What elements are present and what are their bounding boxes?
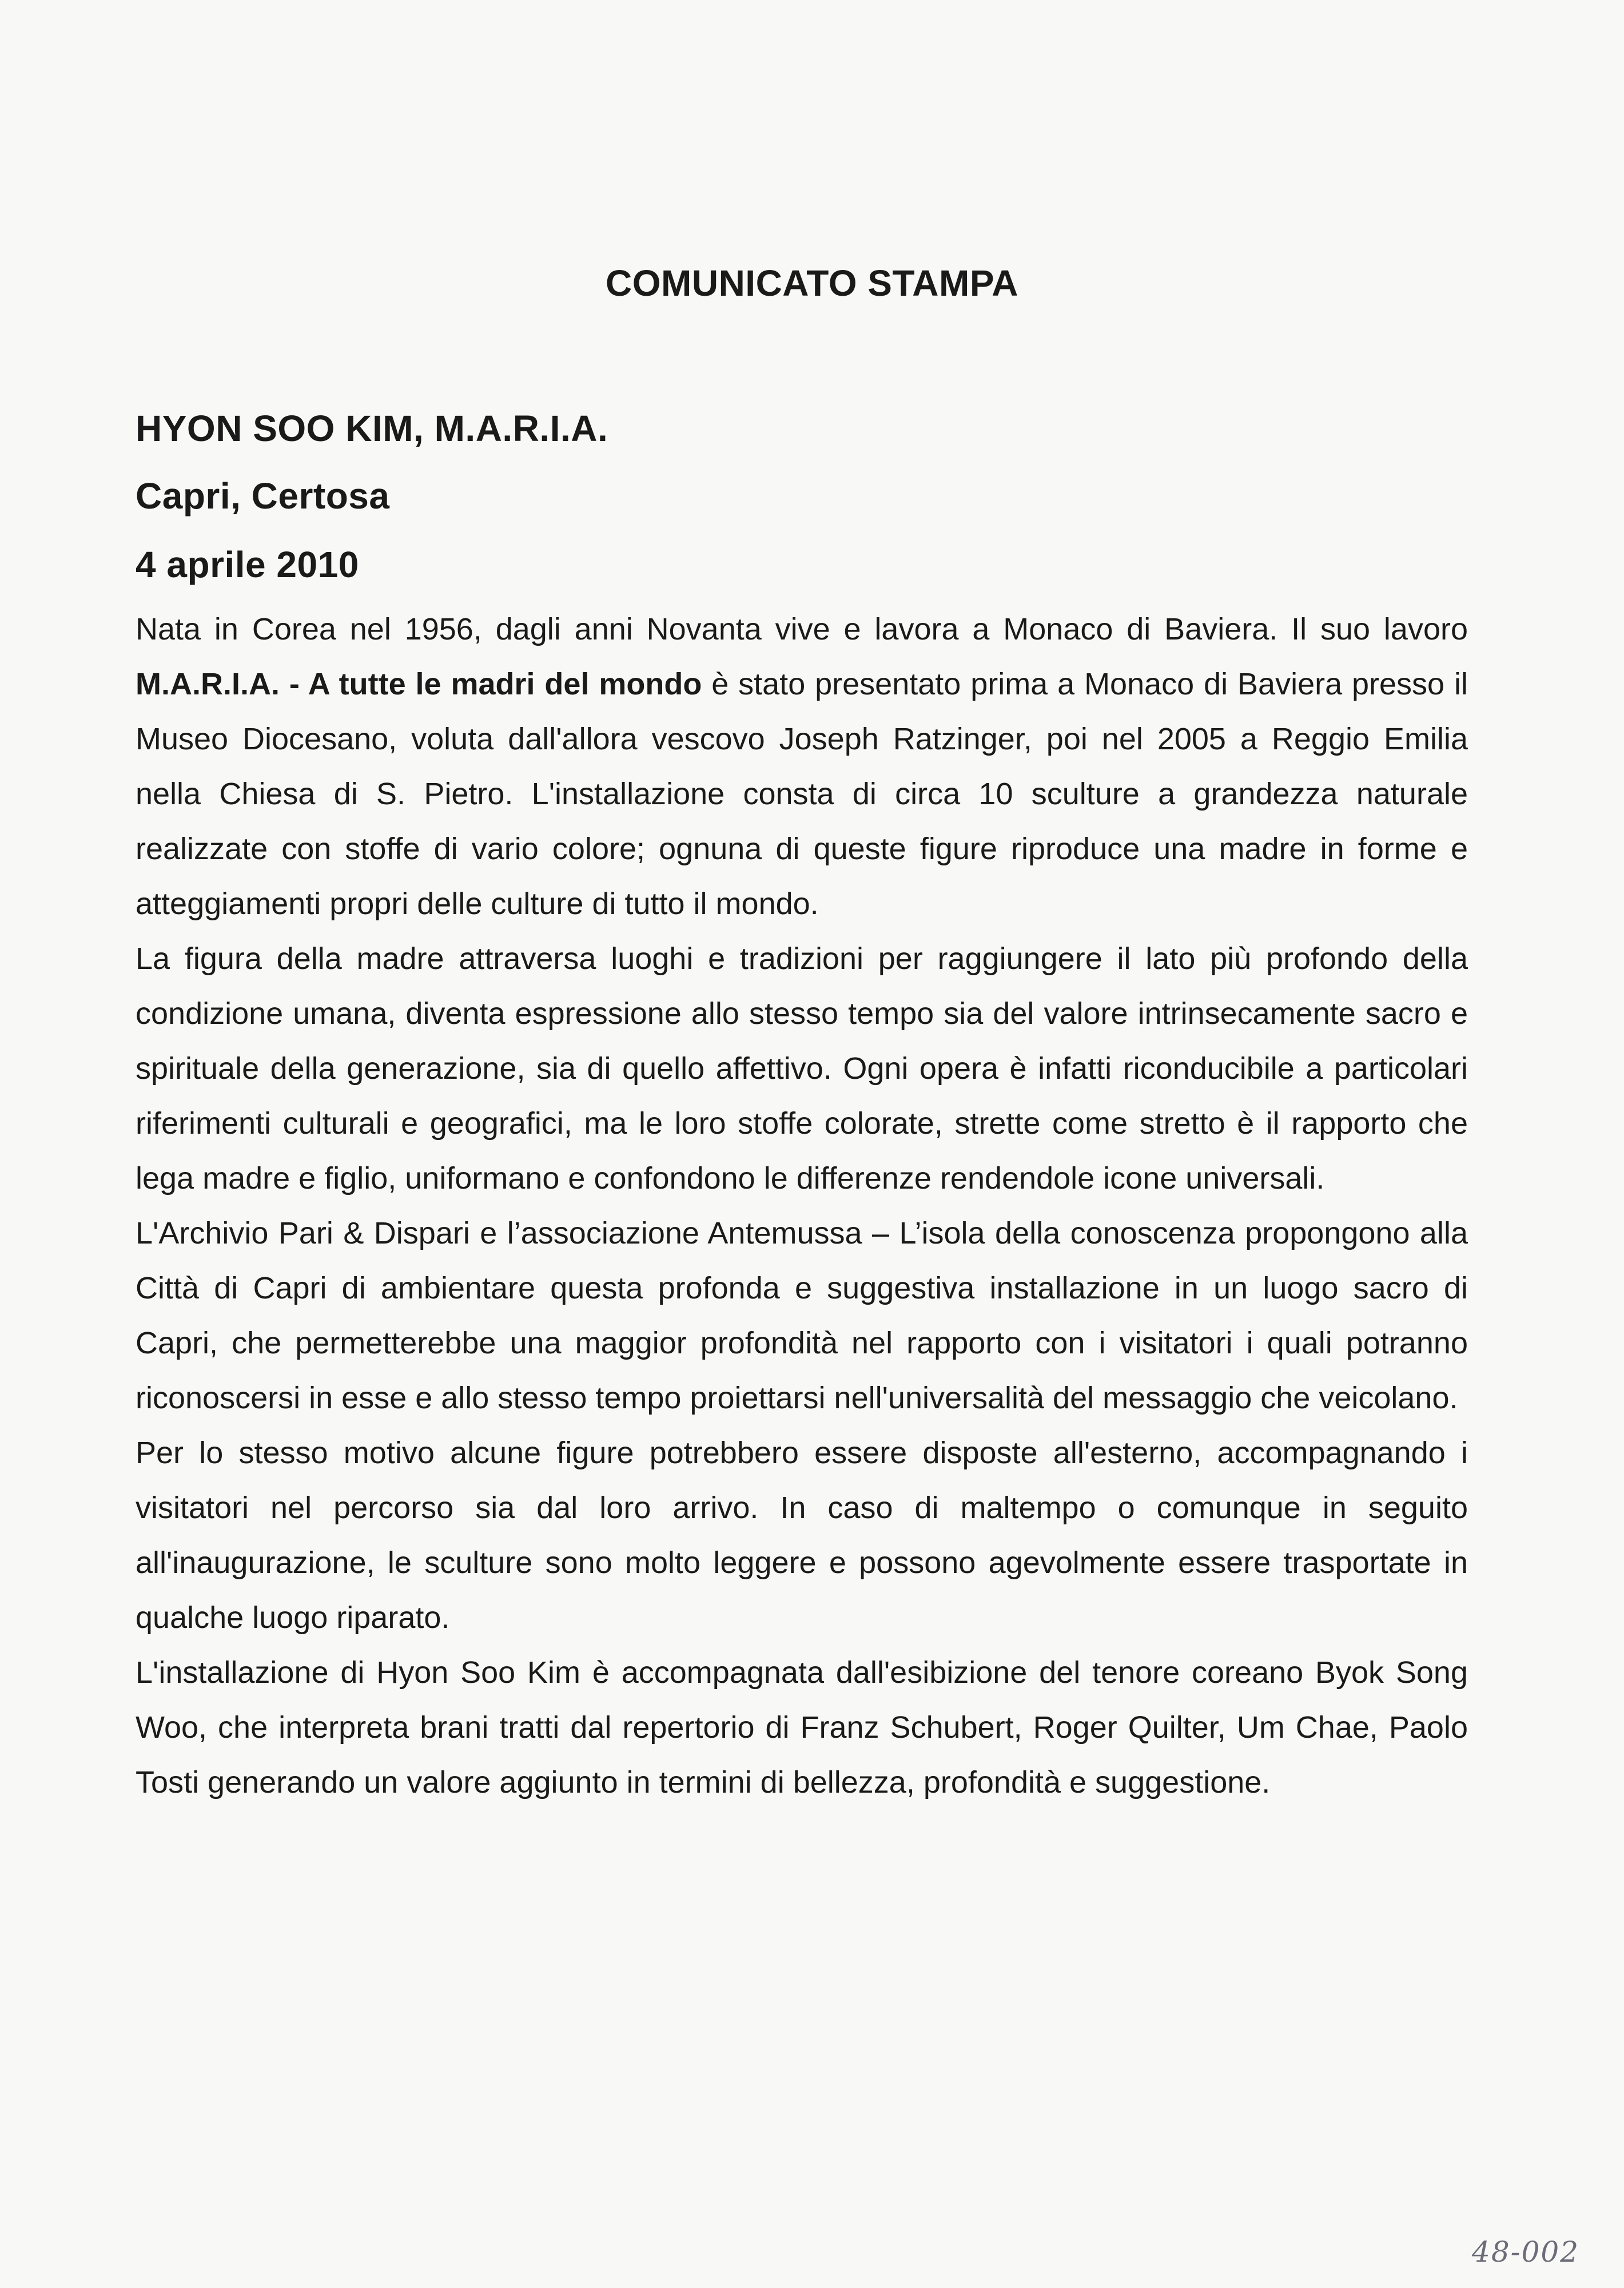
paragraph-mother-figure: La figura della madre attraversa luoghi e tradizioni per raggiungere il lato più profondo della condizione umana, diventa espressione allo stesso tempo sia del valore intrinsecamente sacro e spirituale della generazione, sia di quello affettivo. Ogni opera è infatti riconducibile a particolari riferimenti culturali e geografici, ma le loro stoffe colorate, strette come stretto è il rapporto che lega madre e figlio, uniformano e confondono le differenze rendendole icone universali. [136,942,1468,1195]
date-heading: 4 aprile 2010 [136,544,359,585]
artist-work-heading: HYON SOO KIM, M.A.R.I.A. [136,408,608,449]
paragraph-tenor-performance: L'installazione di Hyon Soo Kim è accompagnata dall'esibizione del tenore coreano Byok Song Woo, che interpreta brani tratti dal repertorio di Franz Schubert, Roger Quilter, Um Chae, Paolo Tosti generando un valore aggiunto in termini di bellezza, profondità e suggestione. [136,1655,1468,1800]
intro-text-start: Nata in Corea nel 1956, dagli anni Novanta vive e lavora a Monaco di Baviera. Il suo lavoro [136,612,1468,646]
location-heading: Capri, Certosa [136,475,390,517]
paragraph-outdoor-figures: Per lo stesso motivo alcune figure potrebbero essere disposte all'esterno, accompagnando i visitatori nel percorso sia dal loro arrivo. In caso di maltempo o comunque in seguito all'inaugurazione, le sculture sono molto leggere e possono agevolmente essere trasportate in qualche luogo riparato. [136,1436,1468,1635]
paragraph-intro [136,602,1468,931]
intro-text-end: è stato presentato prima a Monaco di Baviera presso il Museo Diocesano, voluta dall'allora vescovo Joseph Ratzinger, poi nel 2005 a Reggio Emilia nella Chiesa di S. Pietro. L'installazione consta di circa 10 sculture a grandezza naturale realizzate con stoffe di vario colore; ognuna di queste figure riproduce una madre in forme e atteggiamenti propri delle culture di tutto il mondo. [136,667,1468,921]
paragraph-archive-proposal: L'Archivio Pari & Dispari e l’associazione Antemussa – L’isola della conoscenza propongono alla Città di Capri di ambientare questa profonda e suggestiva installazione in un luogo sacro di Capri, che permetterebbe una maggior profondità nel rapporto con i visitatori i quali potranno riconoscersi in esse e allo stesso tempo proiettarsi nell'universalità del messaggio che veicolano. [136,1216,1468,1415]
body-text [136,602,1468,1810]
work-title-bold: M.A.R.I.A. - A tutte le madri del mondo [136,667,702,701]
handwritten-page-number: 48-002 [1472,2235,1579,2269]
document-title: COMUNICATO STAMPA [606,263,1018,304]
